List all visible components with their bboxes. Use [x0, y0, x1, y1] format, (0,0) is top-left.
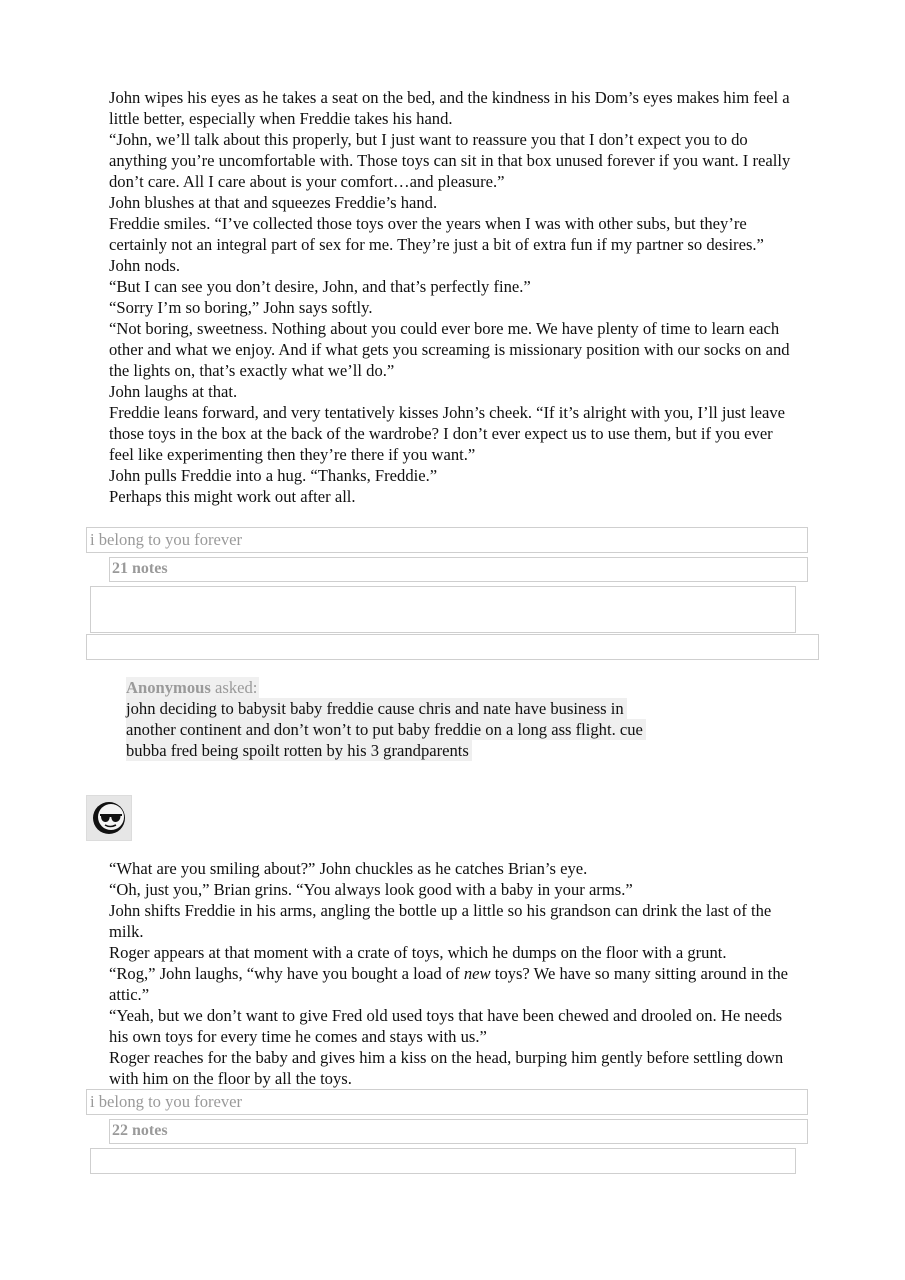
paragraph: John pulls Freddie into a hug. “Thanks, Freddie.”: [109, 466, 438, 485]
post-body-1: [109, 87, 799, 507]
paragraph: “Not boring, sweetness. Nothing about you could ever bore me. We have plenty of time to learn each other and what we enjoy. And if what gets you screaming is missionary position with our socks on and the lights on, that’s exactly what we’ll do.”: [109, 319, 790, 380]
notes-count[interactable]: 22 notes: [112, 1122, 168, 1139]
paragraph: “Oh, just you,” Brian grins. “You always look good with a baby in your arms.”: [109, 880, 633, 899]
paragraph: “But I can see you don’t desire, John, and that’s perfectly fine.”: [109, 277, 531, 296]
emphasis: new: [463, 964, 491, 983]
paragraph: John shifts Freddie in his arms, angling the bottle up a little so his grandson can drink the last of the milk.: [109, 901, 772, 941]
tag-box-1: [86, 527, 808, 553]
ask-header: [126, 677, 726, 698]
paragraph: “Sorry I’m so boring,” John says softly.: [109, 298, 373, 317]
notes-count[interactable]: 21 notes: [112, 560, 168, 577]
tag-link[interactable]: i belong to you forever: [90, 530, 243, 549]
tag-link[interactable]: i belong to you forever: [90, 1092, 243, 1111]
paragraph: John wipes his eyes as he takes a seat on the bed, and the kindness in his Dom’s eyes makes him feel a little better, especially when Freddie takes his hand.: [109, 88, 790, 128]
ask-block: [126, 677, 726, 761]
asked-label: asked:: [215, 678, 258, 697]
paragraph: “John, we’ll talk about this properly, but I just want to reassure you that I don’t expect you to do anything you’re uncomfortable with. Those toys can sit in that box unused forever if you want. I really don’t care. All I care about is your comfort…and pleasure.”: [109, 130, 791, 191]
text-run: “Rog,” John laughs, “why have you bought a load of: [109, 964, 464, 983]
empty-panel-1: [90, 586, 796, 633]
paragraph: “What are you smiling about?” John chuckles as he catches Brian’s eye.: [109, 859, 588, 878]
asker-label: [126, 677, 259, 698]
paragraph: Freddie leans forward, and very tentatively kisses John’s cheek. “If it’s alright with you, I’ll just leave those toys in the box at the back of the wardrobe? I don’t ever expect us to use them, but if you ever feel like experimenting then they’re there if you want.”: [109, 403, 786, 464]
paragraph: John laughs at that.: [109, 382, 238, 401]
empty-panel-3: [90, 1148, 796, 1174]
empty-panel-2: [86, 634, 819, 660]
sunglasses-face-icon: [87, 796, 131, 840]
paragraph: “Yeah, but we don’t want to give Fred old used toys that have been chewed and drooled on. He needs his own toys for every time he comes and stays with us.”: [109, 1006, 783, 1046]
tag-box-2: [86, 1089, 808, 1115]
notes-box-1: [109, 557, 808, 582]
asker-name[interactable]: Anonymous: [126, 678, 211, 697]
ask-question-line: bubba fred being spoilt rotten by his 3 grandparents: [126, 740, 472, 761]
paragraph: Perhaps this might work out after all.: [109, 487, 356, 506]
avatar[interactable]: [86, 795, 132, 841]
paragraph: Roger reaches for the baby and gives him a kiss on the head, burping him gently before settling down with him on the floor by all the toys.: [109, 1048, 784, 1088]
paragraph: [109, 963, 799, 1005]
text-run: toys? We have so many sitting around in the attic.”: [109, 964, 789, 1004]
ask-question-line: another continent and don’t won’t to put baby freddie on a long ass flight. cue: [126, 719, 646, 740]
ask-question-line: john deciding to babysit baby freddie cause chris and nate have business in: [126, 698, 627, 719]
notes-box-2: [109, 1119, 808, 1144]
paragraph: John blushes at that and squeezes Freddie’s hand.: [109, 193, 438, 212]
paragraph: John nods.: [109, 256, 180, 275]
paragraph: Roger appears at that moment with a crate of toys, which he dumps on the floor with a grunt.: [109, 943, 727, 962]
paragraph: Freddie smiles. “I’ve collected those toys over the years when I was with other subs, but they’re certainly not an integral part of sex for me. They’re just a bit of extra fun if my partner so desires.”: [109, 214, 764, 254]
post-body-2: [109, 858, 799, 1089]
